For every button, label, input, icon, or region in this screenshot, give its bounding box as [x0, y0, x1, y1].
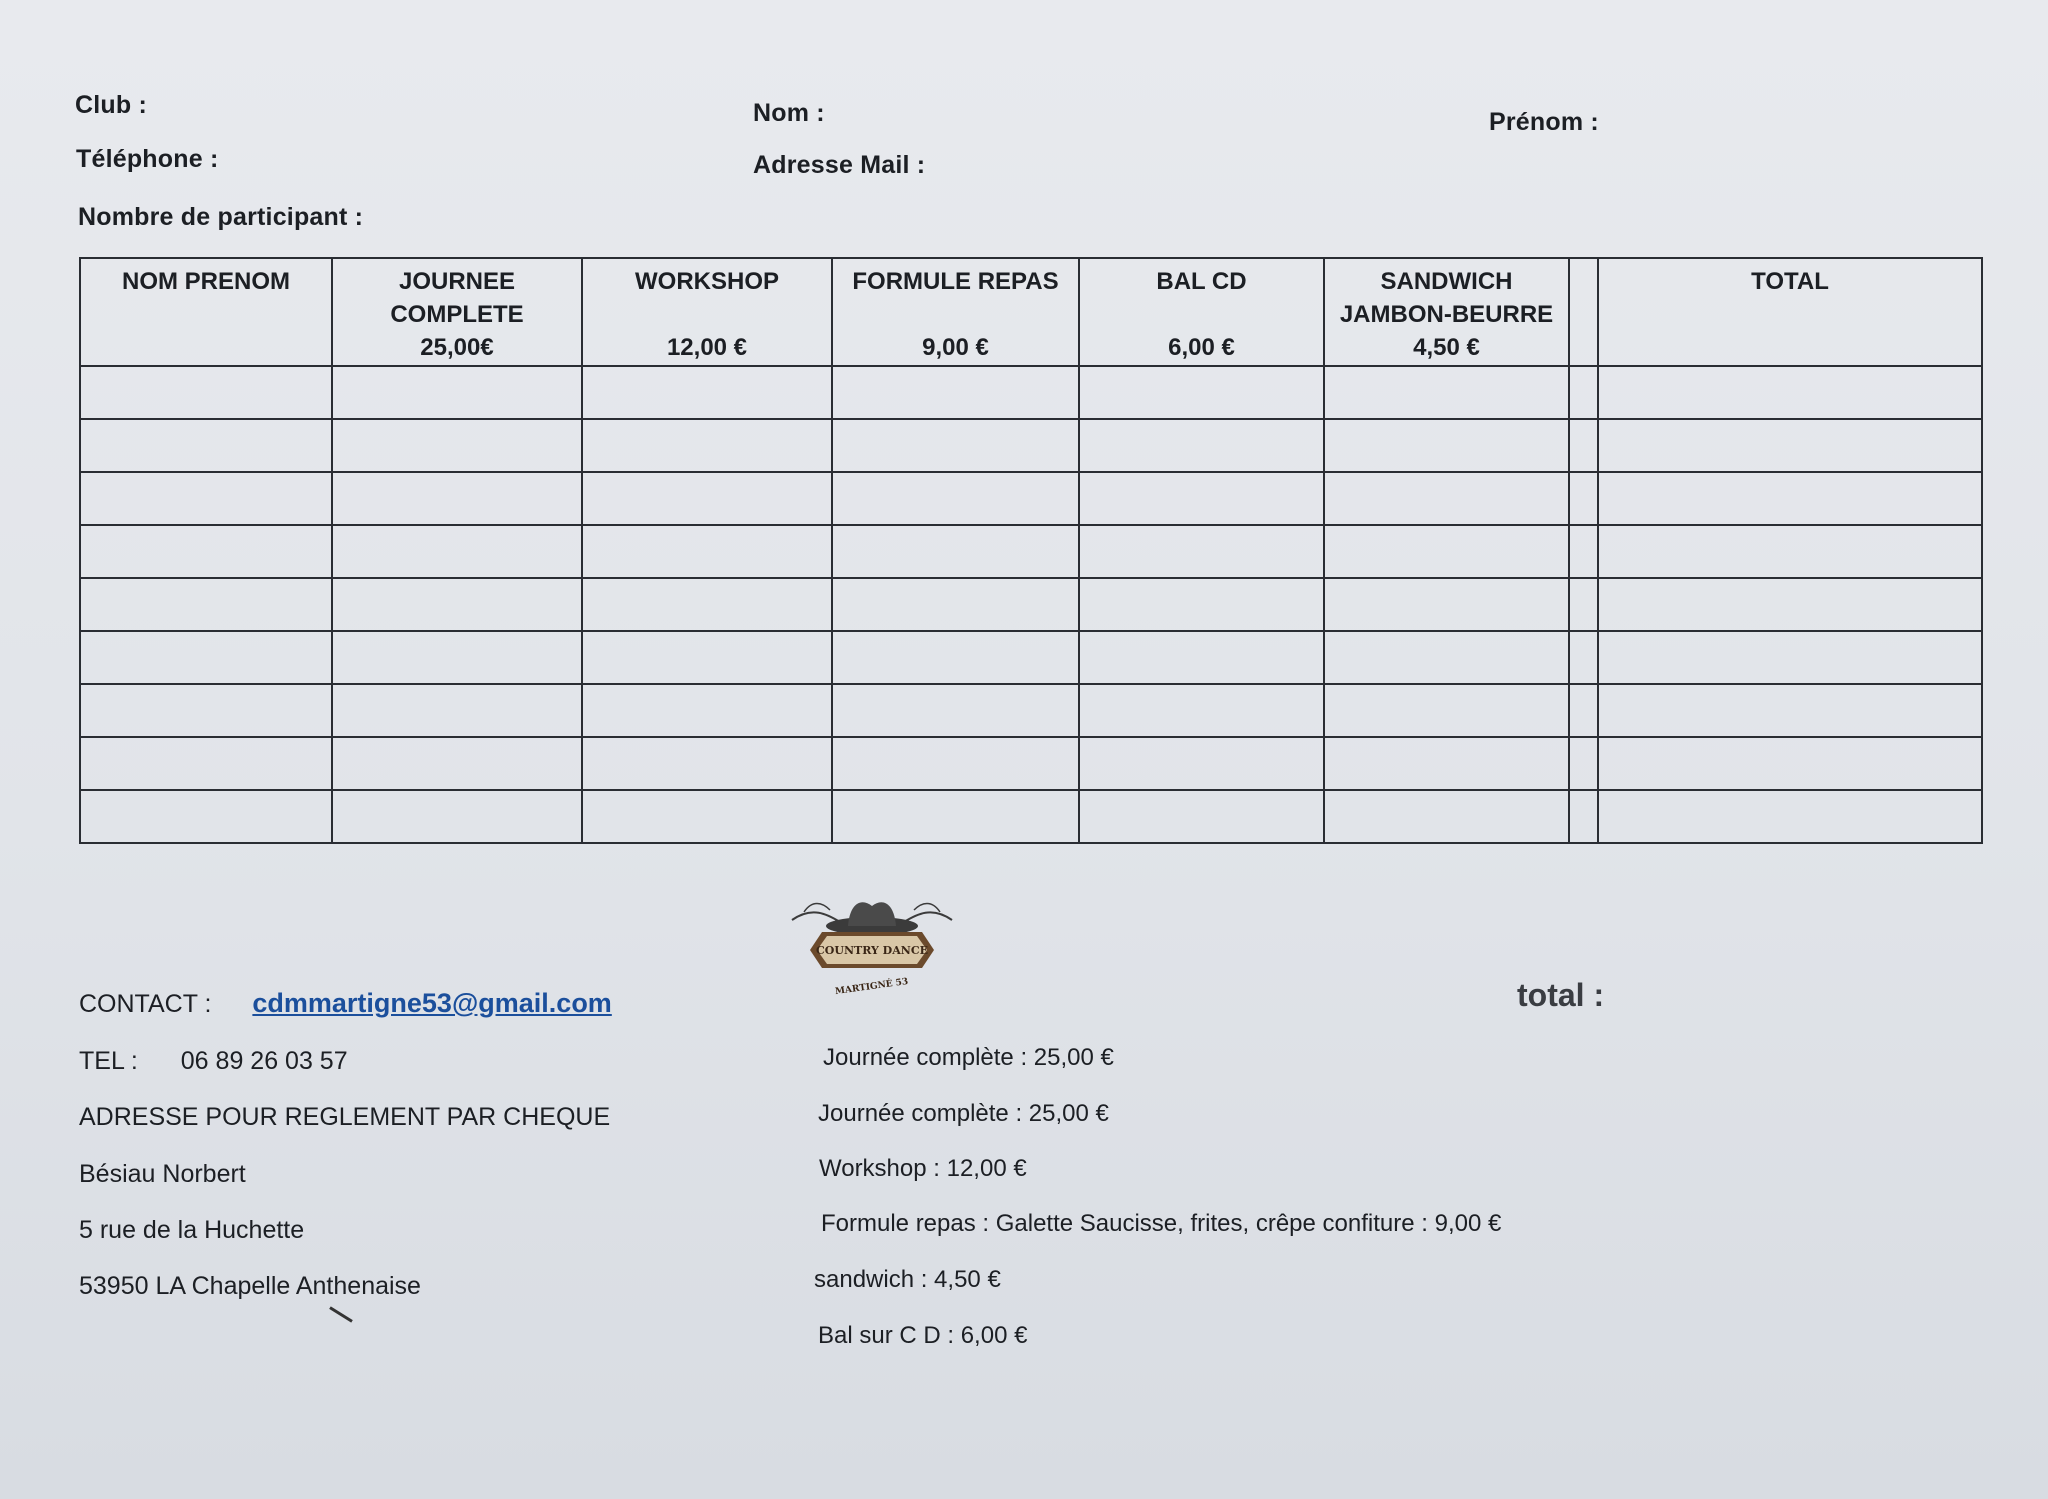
table-cell[interactable]: [1324, 737, 1569, 790]
table-cell[interactable]: [832, 631, 1079, 684]
email-link[interactable]: cdmmartigne53@gmail.com: [252, 988, 612, 1018]
column-header-label-2: [833, 298, 1078, 331]
nom-label: Nom :: [753, 99, 825, 127]
table-cell[interactable]: [582, 419, 832, 472]
table-cell[interactable]: [582, 684, 832, 737]
payee-name: Bésiau Norbert: [79, 1160, 246, 1188]
table-cell[interactable]: [1079, 790, 1324, 843]
table-cell[interactable]: [582, 578, 832, 631]
table-cell[interactable]: [332, 419, 582, 472]
column-header-label-2: [583, 298, 831, 331]
table-cell[interactable]: [80, 737, 332, 790]
table-cell[interactable]: [80, 631, 332, 684]
table-cell[interactable]: [1569, 366, 1598, 419]
table-cell[interactable]: [832, 684, 1079, 737]
table-cell[interactable]: [1569, 790, 1598, 843]
table-row: [80, 578, 1982, 631]
table-cell[interactable]: [1598, 472, 1982, 525]
column-header-label: NOM PRENOM: [122, 268, 290, 295]
table-cell[interactable]: [1324, 366, 1569, 419]
column-price: 9,00 €: [922, 334, 989, 361]
logo-sub-text: MARTIGNÉ 53: [834, 976, 909, 998]
table-cell[interactable]: [332, 631, 582, 684]
column-header: [1598, 258, 1982, 366]
column-header-label-2: [1080, 298, 1323, 331]
table-row: [80, 790, 1982, 843]
table-cell[interactable]: [1079, 578, 1324, 631]
column-header-label-2: COMPLETE: [390, 301, 524, 328]
pen-mark: [329, 1306, 353, 1322]
mail-label: Adresse Mail :: [753, 151, 926, 179]
table-cell[interactable]: [1569, 472, 1598, 525]
table-cell[interactable]: [80, 790, 332, 843]
table-cell[interactable]: [332, 472, 582, 525]
payee-street: 5 rue de la Huchette: [79, 1216, 305, 1244]
table-cell[interactable]: [1598, 631, 1982, 684]
table-cell[interactable]: [1569, 684, 1598, 737]
table-cell[interactable]: [80, 578, 332, 631]
table-cell[interactable]: [1079, 419, 1324, 472]
column-header: [832, 258, 1079, 366]
table-cell[interactable]: [1079, 472, 1324, 525]
prenom-label: Prénom :: [1489, 108, 1599, 136]
summary-line: Bal sur C D : 6,00 €: [818, 1322, 1028, 1349]
table-row: [80, 631, 1982, 684]
table-cell[interactable]: [332, 578, 582, 631]
club-label: Club :: [75, 91, 148, 119]
table-header-row: [80, 258, 1982, 366]
column-header-label-2: [1570, 265, 1597, 298]
table-cell[interactable]: [1598, 737, 1982, 790]
column-header: [332, 258, 582, 366]
table-cell[interactable]: [582, 737, 832, 790]
tel-line: [79, 1047, 348, 1076]
table-cell[interactable]: [582, 525, 832, 578]
logo-banner-text: COUNTRY DANCE: [816, 944, 928, 957]
column-price: 25,00€: [420, 334, 494, 361]
table-cell[interactable]: [832, 525, 1079, 578]
column-header: [1569, 258, 1598, 366]
country-dance-logo: [782, 892, 962, 1007]
table-cell[interactable]: [1324, 578, 1569, 631]
table-cell[interactable]: [1569, 578, 1598, 631]
total-label: total :: [1517, 977, 1605, 1013]
table-cell[interactable]: [1598, 419, 1982, 472]
summary-line: Workshop : 12,00 €: [819, 1155, 1027, 1182]
table-cell[interactable]: [1079, 737, 1324, 790]
table-cell[interactable]: [832, 578, 1079, 631]
table-cell[interactable]: [1324, 790, 1569, 843]
cheque-label: ADRESSE POUR REGLEMENT PAR CHEQUE: [79, 1103, 611, 1131]
table-cell[interactable]: [832, 737, 1079, 790]
table-cell[interactable]: [1324, 631, 1569, 684]
column-price: 6,00 €: [1168, 334, 1235, 361]
table-cell[interactable]: [80, 419, 332, 472]
table-cell[interactable]: [1598, 525, 1982, 578]
table-cell[interactable]: [1569, 419, 1598, 472]
column-price: 12,00 €: [666, 334, 748, 361]
table-cell[interactable]: [1598, 684, 1982, 737]
table-cell[interactable]: [582, 790, 832, 843]
table-row: [80, 419, 1982, 472]
column-header-label-2: [81, 298, 331, 331]
column-header: [582, 258, 832, 366]
table-cell[interactable]: [1569, 631, 1598, 684]
table-cell[interactable]: [332, 737, 582, 790]
table-cell[interactable]: [80, 525, 332, 578]
column-header-label: JOURNEE: [398, 268, 516, 295]
table-cell[interactable]: [80, 472, 332, 525]
table-row: [80, 472, 1982, 525]
summary-line: Formule repas : Galette Saucisse, frites, crêpe confiture : 9,00 €: [821, 1210, 1502, 1237]
registration-table: [79, 257, 1983, 844]
table-cell[interactable]: [1598, 578, 1982, 631]
column-header: [1324, 258, 1569, 366]
payee-city: 53950 LA Chapelle Anthenaise: [79, 1272, 421, 1300]
table-cell[interactable]: [332, 366, 582, 419]
column-header-label: FORMULE REPAS: [852, 268, 1059, 295]
table-cell[interactable]: [1324, 525, 1569, 578]
table-cell[interactable]: [832, 790, 1079, 843]
table-row: [80, 737, 1982, 790]
table-cell[interactable]: [832, 472, 1079, 525]
table-cell[interactable]: [1079, 684, 1324, 737]
table-cell[interactable]: [1079, 366, 1324, 419]
tel-label: TEL :: [79, 1047, 138, 1075]
contact-label: CONTACT :: [79, 990, 212, 1018]
table-cell[interactable]: [582, 366, 832, 419]
table-cell[interactable]: [1324, 684, 1569, 737]
contact-line: [79, 988, 612, 1019]
table-cell[interactable]: [1079, 631, 1324, 684]
tel-value: 06 89 26 03 57: [180, 1047, 348, 1075]
telephone-label: Téléphone :: [76, 145, 219, 173]
table-cell[interactable]: [1324, 419, 1569, 472]
table-cell[interactable]: [1598, 366, 1982, 419]
table-cell[interactable]: [80, 366, 332, 419]
table-cell[interactable]: [80, 684, 332, 737]
table-cell[interactable]: [1569, 525, 1598, 578]
summary-line: sandwich : 4,50 €: [814, 1266, 1001, 1293]
table-cell[interactable]: [1079, 525, 1324, 578]
column-header-label: WORKSHOP: [635, 268, 779, 295]
column-header-label: TOTAL: [1751, 268, 1829, 295]
column-header-label-2: JAMBON-BEURRE: [1339, 301, 1554, 328]
column-header-label: SANDWICH: [1380, 268, 1513, 295]
participants-label: Nombre de participant :: [78, 203, 364, 231]
column-header: [80, 258, 332, 366]
column-price: 4,50 €: [1413, 334, 1480, 361]
table-cell[interactable]: [1324, 472, 1569, 525]
table-cell[interactable]: [832, 419, 1079, 472]
column-header: [1079, 258, 1324, 366]
table-row: [80, 684, 1982, 737]
table-cell[interactable]: [582, 472, 832, 525]
table-cell[interactable]: [582, 631, 832, 684]
table-row: [80, 366, 1982, 419]
table-row: [80, 525, 1982, 578]
table-cell[interactable]: [332, 790, 582, 843]
table-cell[interactable]: [832, 366, 1079, 419]
summary-line: Journée complète : 25,00 €: [818, 1100, 1109, 1127]
column-header-label-2: [1599, 298, 1981, 331]
column-header-label: BAL CD: [1156, 268, 1247, 295]
summary-line: Journée complète : 25,00 €: [823, 1044, 1114, 1071]
table-cell[interactable]: [1569, 737, 1598, 790]
table-cell[interactable]: [1598, 790, 1982, 843]
table-cell[interactable]: [332, 684, 582, 737]
table-cell[interactable]: [332, 525, 582, 578]
